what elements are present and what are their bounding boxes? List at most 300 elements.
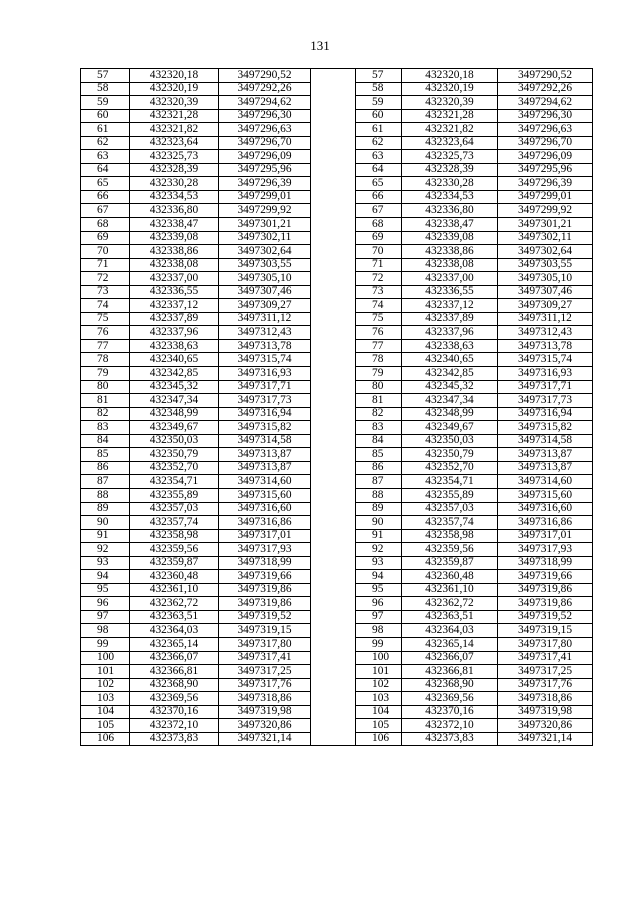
x-coordinate-left: 432337,00 xyxy=(130,272,219,286)
y-coordinate-left: 3497317,76 xyxy=(219,678,311,692)
y-coordinate-left: 3497319,52 xyxy=(219,610,311,624)
x-coordinate-left: 432373,83 xyxy=(130,732,219,746)
point-number-right: 94 xyxy=(356,570,402,584)
x-coordinate-left: 432365,14 xyxy=(130,637,219,651)
y-coordinate-left: 3497312,43 xyxy=(219,326,311,340)
table-row xyxy=(81,136,593,150)
point-number-right: 90 xyxy=(356,516,402,530)
point-number-right: 84 xyxy=(356,434,402,448)
y-coordinate-left: 3497317,93 xyxy=(219,543,311,557)
x-coordinate-right: 432337,96 xyxy=(402,326,498,340)
x-coordinate-left: 432320,19 xyxy=(130,82,219,96)
column-gap xyxy=(311,516,356,530)
y-coordinate-left: 3497313,78 xyxy=(219,339,311,353)
table-row xyxy=(81,190,593,204)
y-coordinate-left: 3497316,94 xyxy=(219,407,311,421)
y-coordinate-left: 3497294,62 xyxy=(219,96,311,110)
x-coordinate-right: 432334,53 xyxy=(402,190,498,204)
x-coordinate-left: 432334,53 xyxy=(130,190,219,204)
y-coordinate-left: 3497301,21 xyxy=(219,218,311,232)
table-row xyxy=(81,421,593,435)
point-number-left: 91 xyxy=(81,529,130,543)
y-coordinate-left: 3497315,60 xyxy=(219,488,311,502)
y-coordinate-left: 3497296,70 xyxy=(219,136,311,150)
point-number-left: 84 xyxy=(81,434,130,448)
y-coordinate-left: 3497295,96 xyxy=(219,163,311,177)
y-coordinate-right: 3497312,43 xyxy=(498,326,593,340)
point-number-right: 66 xyxy=(356,190,402,204)
x-coordinate-left: 432337,89 xyxy=(130,312,219,326)
x-coordinate-left: 432355,89 xyxy=(130,488,219,502)
column-gap xyxy=(311,610,356,624)
point-number-right: 91 xyxy=(356,529,402,543)
x-coordinate-right: 432369,56 xyxy=(402,692,498,706)
x-coordinate-right: 432337,89 xyxy=(402,312,498,326)
x-coordinate-right: 432321,28 xyxy=(402,109,498,123)
point-number-left: 87 xyxy=(81,475,130,489)
y-coordinate-left: 3497299,92 xyxy=(219,204,311,218)
x-coordinate-right: 432359,87 xyxy=(402,556,498,570)
x-coordinate-right: 432337,12 xyxy=(402,299,498,313)
column-gap xyxy=(311,692,356,706)
column-gap xyxy=(311,109,356,123)
point-number-right: 72 xyxy=(356,272,402,286)
table-row xyxy=(81,231,593,245)
table-row xyxy=(81,69,593,83)
y-coordinate-right: 3497319,15 xyxy=(498,624,593,638)
y-coordinate-right: 3497290,52 xyxy=(498,69,593,83)
table-row xyxy=(81,218,593,232)
x-coordinate-left: 432338,47 xyxy=(130,218,219,232)
point-number-left: 75 xyxy=(81,312,130,326)
point-number-left: 85 xyxy=(81,448,130,462)
point-number-left: 68 xyxy=(81,218,130,232)
x-coordinate-left: 432359,87 xyxy=(130,556,219,570)
point-number-left: 69 xyxy=(81,231,130,245)
y-coordinate-right: 3497296,09 xyxy=(498,150,593,164)
x-coordinate-right: 432336,80 xyxy=(402,204,498,218)
y-coordinate-right: 3497319,66 xyxy=(498,570,593,584)
point-number-left: 73 xyxy=(81,285,130,299)
y-coordinate-left: 3497314,60 xyxy=(219,475,311,489)
y-coordinate-left: 3497317,25 xyxy=(219,665,311,679)
table-row xyxy=(81,96,593,110)
x-coordinate-right: 432352,70 xyxy=(402,461,498,475)
point-number-left: 57 xyxy=(81,69,130,83)
table-row xyxy=(81,367,593,381)
x-coordinate-left: 432323,64 xyxy=(130,136,219,150)
x-coordinate-right: 432338,63 xyxy=(402,339,498,353)
x-coordinate-right: 432366,81 xyxy=(402,665,498,679)
y-coordinate-right: 3497318,86 xyxy=(498,692,593,706)
point-number-left: 90 xyxy=(81,516,130,530)
y-coordinate-right: 3497311,12 xyxy=(498,312,593,326)
x-coordinate-right: 432338,47 xyxy=(402,218,498,232)
x-coordinate-right: 432364,03 xyxy=(402,624,498,638)
y-coordinate-left: 3497320,86 xyxy=(219,719,311,733)
point-number-right: 79 xyxy=(356,367,402,381)
column-gap xyxy=(311,475,356,489)
y-coordinate-right: 3497302,11 xyxy=(498,231,593,245)
y-coordinate-right: 3497317,80 xyxy=(498,637,593,651)
x-coordinate-right: 432325,73 xyxy=(402,150,498,164)
point-number-right: 61 xyxy=(356,123,402,137)
column-gap xyxy=(311,218,356,232)
x-coordinate-right: 432359,56 xyxy=(402,543,498,557)
x-coordinate-right: 432357,74 xyxy=(402,516,498,530)
y-coordinate-left: 3497319,66 xyxy=(219,570,311,584)
x-coordinate-right: 432340,65 xyxy=(402,353,498,367)
x-coordinate-left: 432340,65 xyxy=(130,353,219,367)
column-gap xyxy=(311,367,356,381)
y-coordinate-left: 3497319,98 xyxy=(219,705,311,719)
x-coordinate-right: 432361,10 xyxy=(402,583,498,597)
point-number-right: 100 xyxy=(356,651,402,665)
table-row xyxy=(81,624,593,638)
y-coordinate-left: 3497296,63 xyxy=(219,123,311,137)
point-number-right: 80 xyxy=(356,380,402,394)
point-number-right: 64 xyxy=(356,163,402,177)
coordinates-table xyxy=(80,68,593,746)
y-coordinate-left: 3497315,74 xyxy=(219,353,311,367)
x-coordinate-left: 432338,63 xyxy=(130,339,219,353)
point-number-left: 72 xyxy=(81,272,130,286)
point-number-right: 93 xyxy=(356,556,402,570)
y-coordinate-left: 3497302,64 xyxy=(219,245,311,259)
point-number-left: 88 xyxy=(81,488,130,502)
point-number-left: 103 xyxy=(81,692,130,706)
table-row xyxy=(81,705,593,719)
point-number-left: 102 xyxy=(81,678,130,692)
y-coordinate-right: 3497318,99 xyxy=(498,556,593,570)
column-gap xyxy=(311,380,356,394)
y-coordinate-right: 3497319,52 xyxy=(498,610,593,624)
x-coordinate-right: 432360,48 xyxy=(402,570,498,584)
table-row xyxy=(81,610,593,624)
table-row xyxy=(81,719,593,733)
column-gap xyxy=(311,177,356,191)
x-coordinate-right: 432336,55 xyxy=(402,285,498,299)
x-coordinate-right: 432320,18 xyxy=(402,69,498,83)
point-number-right: 75 xyxy=(356,312,402,326)
column-gap xyxy=(311,529,356,543)
y-coordinate-right: 3497296,70 xyxy=(498,136,593,150)
point-number-right: 97 xyxy=(356,610,402,624)
point-number-right: 70 xyxy=(356,245,402,259)
point-number-left: 67 xyxy=(81,204,130,218)
y-coordinate-right: 3497315,74 xyxy=(498,353,593,367)
y-coordinate-left: 3497296,30 xyxy=(219,109,311,123)
y-coordinate-right: 3497299,01 xyxy=(498,190,593,204)
column-gap xyxy=(311,339,356,353)
y-coordinate-right: 3497317,73 xyxy=(498,394,593,408)
table-row xyxy=(81,299,593,313)
y-coordinate-right: 3497305,10 xyxy=(498,272,593,286)
point-number-left: 95 xyxy=(81,583,130,597)
point-number-left: 76 xyxy=(81,326,130,340)
point-number-right: 88 xyxy=(356,488,402,502)
x-coordinate-right: 432323,64 xyxy=(402,136,498,150)
table-row xyxy=(81,380,593,394)
column-gap xyxy=(311,678,356,692)
y-coordinate-left: 3497296,09 xyxy=(219,150,311,164)
x-coordinate-right: 432330,28 xyxy=(402,177,498,191)
column-gap xyxy=(311,461,356,475)
y-coordinate-left: 3497313,87 xyxy=(219,461,311,475)
column-gap xyxy=(311,353,356,367)
x-coordinate-right: 432350,03 xyxy=(402,434,498,448)
column-gap xyxy=(311,637,356,651)
x-coordinate-right: 432347,34 xyxy=(402,394,498,408)
table-row xyxy=(81,732,593,746)
y-coordinate-left: 3497318,86 xyxy=(219,692,311,706)
table-row xyxy=(81,407,593,421)
column-gap xyxy=(311,624,356,638)
table-row xyxy=(81,692,593,706)
column-gap xyxy=(311,570,356,584)
column-gap xyxy=(311,488,356,502)
x-coordinate-left: 432366,07 xyxy=(130,651,219,665)
y-coordinate-left: 3497314,58 xyxy=(219,434,311,448)
y-coordinate-right: 3497321,14 xyxy=(498,732,593,746)
x-coordinate-left: 432369,56 xyxy=(130,692,219,706)
x-coordinate-right: 432363,51 xyxy=(402,610,498,624)
table-row xyxy=(81,570,593,584)
point-number-right: 78 xyxy=(356,353,402,367)
y-coordinate-left: 3497305,10 xyxy=(219,272,311,286)
y-coordinate-left: 3497303,55 xyxy=(219,258,311,272)
y-coordinate-right: 3497316,94 xyxy=(498,407,593,421)
y-coordinate-right: 3497301,21 xyxy=(498,218,593,232)
y-coordinate-right: 3497316,93 xyxy=(498,367,593,381)
x-coordinate-left: 432321,28 xyxy=(130,109,219,123)
x-coordinate-left: 432337,96 xyxy=(130,326,219,340)
table-row xyxy=(81,529,593,543)
table-row xyxy=(81,339,593,353)
column-gap xyxy=(311,326,356,340)
column-gap xyxy=(311,665,356,679)
y-coordinate-right: 3497319,86 xyxy=(498,597,593,611)
table-row xyxy=(81,326,593,340)
point-number-right: 99 xyxy=(356,637,402,651)
point-number-right: 103 xyxy=(356,692,402,706)
x-coordinate-left: 432328,39 xyxy=(130,163,219,177)
x-coordinate-right: 432355,89 xyxy=(402,488,498,502)
point-number-left: 70 xyxy=(81,245,130,259)
point-number-left: 74 xyxy=(81,299,130,313)
x-coordinate-right: 432321,82 xyxy=(402,123,498,137)
y-coordinate-left: 3497302,11 xyxy=(219,231,311,245)
y-coordinate-right: 3497315,82 xyxy=(498,421,593,435)
point-number-left: 62 xyxy=(81,136,130,150)
column-gap xyxy=(311,543,356,557)
table-row xyxy=(81,583,593,597)
point-number-left: 98 xyxy=(81,624,130,638)
x-coordinate-left: 432366,81 xyxy=(130,665,219,679)
x-coordinate-left: 432361,10 xyxy=(130,583,219,597)
x-coordinate-left: 432345,32 xyxy=(130,380,219,394)
x-coordinate-right: 432348,99 xyxy=(402,407,498,421)
point-number-right: 60 xyxy=(356,109,402,123)
x-coordinate-right: 432373,83 xyxy=(402,732,498,746)
y-coordinate-right: 3497316,86 xyxy=(498,516,593,530)
point-number-right: 105 xyxy=(356,719,402,733)
table-row xyxy=(81,123,593,137)
x-coordinate-left: 432350,79 xyxy=(130,448,219,462)
point-number-right: 98 xyxy=(356,624,402,638)
table-row xyxy=(81,637,593,651)
point-number-right: 65 xyxy=(356,177,402,191)
table-row xyxy=(81,285,593,299)
y-coordinate-right: 3497294,62 xyxy=(498,96,593,110)
x-coordinate-right: 432349,67 xyxy=(402,421,498,435)
y-coordinate-right: 3497299,92 xyxy=(498,204,593,218)
y-coordinate-left: 3497317,80 xyxy=(219,637,311,651)
y-coordinate-right: 3497313,78 xyxy=(498,339,593,353)
x-coordinate-left: 432320,18 xyxy=(130,69,219,83)
x-coordinate-left: 432321,82 xyxy=(130,123,219,137)
table-row xyxy=(81,434,593,448)
point-number-right: 106 xyxy=(356,732,402,746)
column-gap xyxy=(311,285,356,299)
point-number-right: 63 xyxy=(356,150,402,164)
x-coordinate-left: 432349,67 xyxy=(130,421,219,435)
point-number-right: 77 xyxy=(356,339,402,353)
column-gap xyxy=(311,448,356,462)
x-coordinate-left: 432320,39 xyxy=(130,96,219,110)
y-coordinate-right: 3497302,64 xyxy=(498,245,593,259)
x-coordinate-right: 432339,08 xyxy=(402,231,498,245)
point-number-right: 102 xyxy=(356,678,402,692)
y-coordinate-right: 3497313,87 xyxy=(498,461,593,475)
table-row xyxy=(81,543,593,557)
y-coordinate-right: 3497315,60 xyxy=(498,488,593,502)
y-coordinate-right: 3497319,86 xyxy=(498,583,593,597)
point-number-right: 67 xyxy=(356,204,402,218)
point-number-right: 81 xyxy=(356,394,402,408)
y-coordinate-left: 3497319,86 xyxy=(219,583,311,597)
x-coordinate-right: 432370,16 xyxy=(402,705,498,719)
x-coordinate-left: 432338,86 xyxy=(130,245,219,259)
x-coordinate-right: 432372,10 xyxy=(402,719,498,733)
x-coordinate-left: 432357,74 xyxy=(130,516,219,530)
column-gap xyxy=(311,421,356,435)
point-number-right: 71 xyxy=(356,258,402,272)
x-coordinate-right: 432354,71 xyxy=(402,475,498,489)
point-number-left: 100 xyxy=(81,651,130,665)
point-number-right: 62 xyxy=(356,136,402,150)
column-gap xyxy=(311,231,356,245)
point-number-left: 61 xyxy=(81,123,130,137)
y-coordinate-left: 3497317,01 xyxy=(219,529,311,543)
x-coordinate-right: 432358,98 xyxy=(402,529,498,543)
point-number-right: 58 xyxy=(356,82,402,96)
point-number-right: 69 xyxy=(356,231,402,245)
x-coordinate-right: 432337,00 xyxy=(402,272,498,286)
point-number-left: 89 xyxy=(81,502,130,516)
x-coordinate-left: 432336,80 xyxy=(130,204,219,218)
point-number-left: 106 xyxy=(81,732,130,746)
x-coordinate-right: 432320,19 xyxy=(402,82,498,96)
y-coordinate-right: 3497307,46 xyxy=(498,285,593,299)
point-number-right: 57 xyxy=(356,69,402,83)
y-coordinate-left: 3497319,15 xyxy=(219,624,311,638)
point-number-right: 68 xyxy=(356,218,402,232)
column-gap xyxy=(311,272,356,286)
point-number-left: 80 xyxy=(81,380,130,394)
point-number-left: 63 xyxy=(81,150,130,164)
point-number-right: 73 xyxy=(356,285,402,299)
y-coordinate-right: 3497317,01 xyxy=(498,529,593,543)
x-coordinate-left: 432354,71 xyxy=(130,475,219,489)
table-row xyxy=(81,394,593,408)
x-coordinate-right: 432345,32 xyxy=(402,380,498,394)
point-number-left: 83 xyxy=(81,421,130,435)
y-coordinate-right: 3497317,76 xyxy=(498,678,593,692)
x-coordinate-right: 432357,03 xyxy=(402,502,498,516)
table-row xyxy=(81,461,593,475)
table-row xyxy=(81,312,593,326)
x-coordinate-left: 432360,48 xyxy=(130,570,219,584)
column-gap xyxy=(311,82,356,96)
point-number-right: 104 xyxy=(356,705,402,719)
table-row xyxy=(81,448,593,462)
y-coordinate-left: 3497311,12 xyxy=(219,312,311,326)
y-coordinate-left: 3497296,39 xyxy=(219,177,311,191)
column-gap xyxy=(311,245,356,259)
y-coordinate-left: 3497309,27 xyxy=(219,299,311,313)
column-gap xyxy=(311,204,356,218)
x-coordinate-left: 432370,16 xyxy=(130,705,219,719)
x-coordinate-left: 432364,03 xyxy=(130,624,219,638)
point-number-left: 77 xyxy=(81,339,130,353)
y-coordinate-left: 3497321,14 xyxy=(219,732,311,746)
point-number-left: 81 xyxy=(81,394,130,408)
column-gap xyxy=(311,705,356,719)
point-number-right: 59 xyxy=(356,96,402,110)
x-coordinate-right: 432320,39 xyxy=(402,96,498,110)
table-row xyxy=(81,678,593,692)
column-gap xyxy=(311,434,356,448)
point-number-left: 78 xyxy=(81,353,130,367)
column-gap xyxy=(311,556,356,570)
point-number-left: 104 xyxy=(81,705,130,719)
table-row xyxy=(81,245,593,259)
y-coordinate-right: 3497316,60 xyxy=(498,502,593,516)
point-number-left: 71 xyxy=(81,258,130,272)
point-number-left: 94 xyxy=(81,570,130,584)
x-coordinate-left: 432352,70 xyxy=(130,461,219,475)
y-coordinate-right: 3497313,87 xyxy=(498,448,593,462)
point-number-right: 82 xyxy=(356,407,402,421)
table-row xyxy=(81,272,593,286)
column-gap xyxy=(311,407,356,421)
y-coordinate-right: 3497314,60 xyxy=(498,475,593,489)
x-coordinate-left: 432350,03 xyxy=(130,434,219,448)
column-gap xyxy=(311,96,356,110)
x-coordinate-left: 432330,28 xyxy=(130,177,219,191)
column-gap xyxy=(311,258,356,272)
table-row xyxy=(81,150,593,164)
point-number-left: 65 xyxy=(81,177,130,191)
x-coordinate-left: 432362,72 xyxy=(130,597,219,611)
y-coordinate-left: 3497315,82 xyxy=(219,421,311,435)
point-number-left: 92 xyxy=(81,543,130,557)
point-number-left: 79 xyxy=(81,367,130,381)
y-coordinate-left: 3497318,99 xyxy=(219,556,311,570)
y-coordinate-left: 3497299,01 xyxy=(219,190,311,204)
column-gap xyxy=(311,583,356,597)
